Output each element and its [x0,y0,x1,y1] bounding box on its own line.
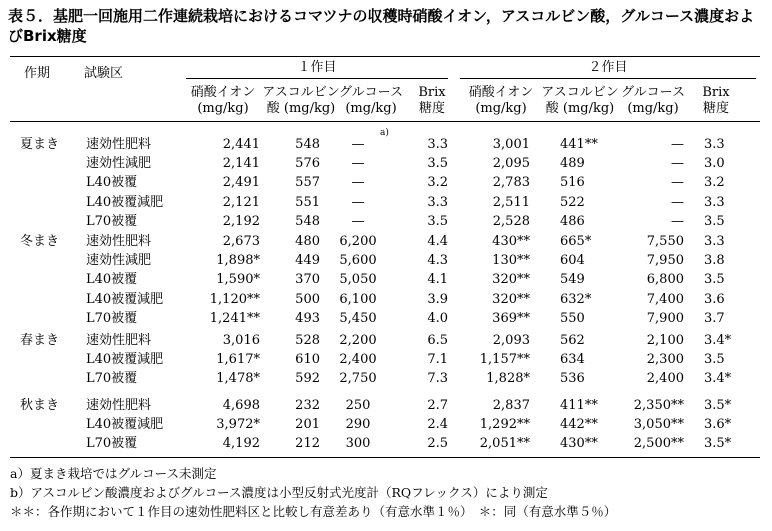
crop1-cell: 300 [345,436,371,451]
crop1-cell: 2,200 [339,333,377,348]
crop2-cell: 3.8 [704,253,725,268]
crop1-cell: 232 [295,398,320,413]
header-treatment: 試験区 [84,66,124,81]
crop2-cell: 632* [560,292,592,307]
crop2-cell: 3.2 [704,175,725,190]
treatment-name: L40被覆 [86,175,138,190]
crop2-cell: 3.5 [704,214,725,229]
treatment-name: L40被覆減肥 [86,352,164,367]
crop1-cell: 449 [295,253,320,268]
table-title: 表５．基肥一回施用二作連続栽培におけるコマツナの収穫時硝酸イオン，アスコルビン酸，グルコース濃度およびBrix糖度 [8,7,755,45]
crop2-cell: 430** [492,234,530,249]
crop2-cell: 3.5* [704,436,732,451]
crop1-cell: 1,898* [216,253,260,268]
crop1-cell: 4,192 [222,436,260,451]
crop2-cell: 7,950 [646,253,684,268]
crop2-cell: 7,900 [646,311,684,326]
crop1-cell: 528 [295,333,320,348]
crop1-cell: 3.5 [427,156,448,171]
treatment-name: 速効性減肥 [86,156,152,171]
crop1-cell: 548 [295,137,320,152]
header-period: 作期 [24,66,51,81]
crop1-cell: 212 [295,436,320,451]
crop1-cell: 7.1 [427,352,448,367]
crop2-cell: 550 [560,311,585,326]
crop2-cell: 320** [492,292,530,307]
c2-nitrate-unit: (mg/kg) [475,101,527,116]
treatment-name: L40被覆減肥 [86,417,164,432]
c2-nitrate-label: 硝酸イオン [468,85,534,100]
crop1-cell: 7.3 [427,371,448,386]
crop1-cell: 3.9 [427,292,448,307]
crop2-cell: 522 [560,195,585,210]
crop1-cell: 250 [345,398,371,413]
crop1-cell: 3.2 [427,175,448,190]
crop2-cell: — [671,175,684,190]
crop2-cell: 411** [560,398,598,413]
crop1-cell: 610 [295,352,320,367]
crop1-cell: 592 [295,371,320,386]
crop1-cell: 493 [295,311,320,326]
crop1-cell: 3,016 [222,333,260,348]
crop1-underline [186,78,448,79]
crop2-cell: 7,550 [646,234,684,249]
c2-glucose-label: グルコース [621,85,685,100]
c1-ascorbic-label: アスコルビン [262,85,340,100]
c2-brix-unit: 糖度 [702,101,729,116]
season-label: 春まき [20,333,60,348]
crop1-cell: 1,241** [209,311,260,326]
crop1-cell: 2.5 [427,436,448,451]
crop1-cell: 2,192 [222,214,260,229]
footnote-marker-a: a) [380,128,389,138]
crop2-cell: 2,783 [492,175,530,190]
crop1-cell: 557 [295,175,320,190]
footnote-b: b）アスコルビン酸濃度およびグルコース濃度は小型反射式光度計（RQフレックス）により測定 [10,485,548,500]
crop2-cell: 3.5 [704,272,725,287]
crop1-cell: 4,698 [222,398,260,413]
crop2-cell: — [671,137,684,152]
crop2-cell: 2,100 [646,333,684,348]
header-crop1: １作目 [297,60,337,75]
crop2-cell: 549 [560,272,585,287]
crop1-cell: 2,673 [222,234,260,249]
crop2-cell: — [671,195,684,210]
crop2-cell: 3.3 [704,137,725,152]
treatment-name: L70被覆 [86,371,138,386]
treatment-name: 速効性肥料 [86,137,152,152]
c2-glucose-unit: (mg/kg) [627,101,679,116]
crop1-cell: 5,450 [339,311,377,326]
crop1-cell: 2,400 [339,352,377,367]
crop1-cell: 3.5 [427,214,448,229]
crop2-cell: 3.5* [704,398,732,413]
crop1-cell: 548 [295,214,320,229]
crop2-cell: 3.4* [704,371,732,386]
crop1-cell: 1,590* [216,272,260,287]
season-label: 冬まき [20,234,60,249]
crop1-cell: 4.3 [427,253,448,268]
footnote-significance: ＊＊：各作期において１作目の速効性肥料区と比較し有意差あり（有意水準１％） ＊：同（有意水準５％） [10,504,617,519]
crop1-cell: 2,491 [222,175,260,190]
crop2-cell: — [671,156,684,171]
crop1-cell: 6.5 [427,333,448,348]
treatment-name: 速効性肥料 [86,234,152,249]
crop1-cell: — [351,175,365,190]
crop2-cell: 3.6* [704,417,732,432]
crop1-cell: 290 [345,417,371,432]
crop2-cell: 442** [560,417,598,432]
crop1-cell: 201 [295,417,320,432]
crop1-cell: 4.4 [427,234,448,249]
crop2-cell: 2,300 [646,352,684,367]
crop1-cell: 3.3 [427,137,448,152]
crop1-cell: 2.7 [427,398,448,413]
crop1-cell: 5,050 [339,272,377,287]
crop1-cell: 6,100 [339,292,377,307]
crop2-cell: 2,051** [479,436,530,451]
c1-glucose-unit: (mg/kg) [345,101,397,116]
header-crop2: ２作目 [588,60,628,75]
treatment-name: L40被覆 [86,272,138,287]
treatment-name: 速効性減肥 [86,253,152,268]
bottom-rule [10,457,760,458]
crop2-cell: 2,511 [492,195,530,210]
treatment-name: 速効性肥料 [86,398,152,413]
crop1-cell: 500 [295,292,320,307]
treatment-name: L40被覆減肥 [86,292,164,307]
season-label: 秋まき [20,398,60,413]
crop2-cell: 489 [560,156,585,171]
crop2-cell: 3.4* [704,333,732,348]
crop2-cell: 3.7 [704,311,725,326]
c2-ascorbic-unit: 酸 (mg/kg) [545,101,615,116]
crop2-cell: 2,528 [492,214,530,229]
c1-brix-label: Brix [418,85,446,100]
treatment-name: L70被覆 [86,311,138,326]
crop1-cell: 370 [295,272,320,287]
crop2-cell: 3,001 [492,137,530,152]
crop2-cell: 3.6 [704,292,725,307]
c1-nitrate-unit: (mg/kg) [197,101,249,116]
crop1-cell: 6,200 [339,234,377,249]
footnote-a: a）夏まき栽培ではグルコース未測定 [10,466,217,481]
c2-brix-label: Brix [702,85,730,100]
season-label: 夏まき [20,137,60,152]
crop2-cell: 1,292** [479,417,530,432]
crop2-cell: 536 [560,371,585,386]
crop1-cell: 2,141 [222,156,260,171]
crop2-cell: 6,800 [646,272,684,287]
crop1-cell: 1,478* [216,371,260,386]
crop2-cell: 3.3 [704,195,725,210]
crop2-cell: 1,828* [486,371,530,386]
header-bottom-rule [10,121,760,122]
c1-ascorbic-unit: 酸 (mg/kg) [266,101,336,116]
crop2-cell: 3,050** [633,417,684,432]
treatment-name: 速効性肥料 [86,333,152,348]
treatment-name: L70被覆 [86,436,138,451]
crop1-cell: 1,617* [216,352,260,367]
crop2-cell: 320** [492,272,530,287]
crop1-cell: — [351,195,365,210]
crop2-cell: 3.0 [704,156,725,171]
crop1-cell: — [351,214,365,229]
crop2-cell: 2,095 [492,156,530,171]
c2-ascorbic-label: アスコルビン [541,85,619,100]
crop1-cell: 4.0 [427,311,448,326]
crop1-cell: 2.4 [427,417,448,432]
crop1-cell: — [351,156,365,171]
treatment-name: L70被覆 [86,214,138,229]
crop1-cell: 2,750 [339,371,377,386]
c1-brix-unit: 糖度 [418,101,445,116]
c1-glucose-label: グルコース [339,85,403,100]
crop2-cell: 3.3 [704,234,725,249]
crop2-cell: 369** [492,311,530,326]
crop2-cell: 2,093 [492,333,530,348]
crop2-cell: 3.5 [704,352,725,367]
crop2-cell: 2,400 [646,371,684,386]
crop1-cell: 3,972* [216,417,260,432]
crop2-cell: 634 [560,352,585,367]
crop2-cell: 430** [560,436,598,451]
treatment-name: L40被覆減肥 [86,195,164,210]
crop2-cell: 130** [492,253,530,268]
crop2-cell: 486 [560,214,585,229]
crop2-cell: 516 [560,175,585,190]
crop1-cell: 2,441 [222,137,260,152]
crop2-cell: 2,500** [633,436,684,451]
crop1-cell: 480 [295,234,320,249]
c1-nitrate-label: 硝酸イオン [190,85,256,100]
crop2-cell: 665* [560,234,592,249]
crop1-cell: 576 [295,156,320,171]
crop2-cell: 2,837 [492,398,530,413]
crop2-underline [460,78,756,79]
crop2-cell: 441** [560,137,598,152]
crop2-cell: 604 [560,253,585,268]
crop1-cell: — [351,137,365,152]
crop2-cell: 1,157** [479,352,530,367]
crop2-cell: — [671,214,684,229]
crop1-cell: 3.3 [427,195,448,210]
crop1-cell: 2,121 [222,195,260,210]
crop2-cell: 7,400 [646,292,684,307]
crop1-cell: 551 [295,195,320,210]
crop1-cell: 1,120** [209,292,260,307]
crop1-cell: 5,600 [339,253,377,268]
crop1-cell: 4.1 [427,272,448,287]
crop2-cell: 562 [560,333,585,348]
top-rule [10,56,760,57]
crop2-cell: 2,350** [633,398,684,413]
